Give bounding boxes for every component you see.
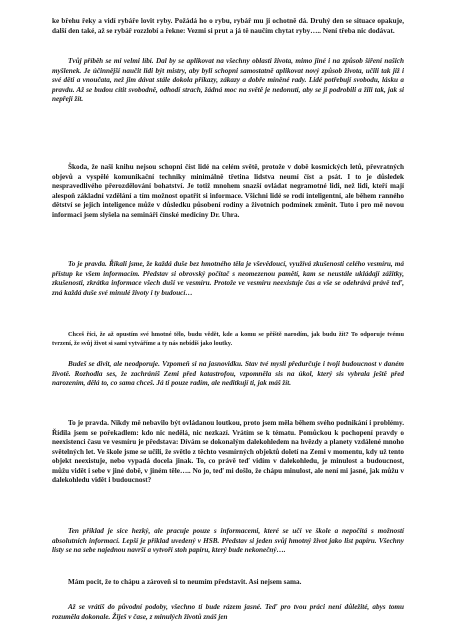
paragraph-10	[52, 603, 404, 622]
paragraph-9-text: Mám pocit, že to chápu a zároveň si to neumím představit. Asi nejsem sama.	[68, 578, 302, 586]
paragraph-2	[52, 57, 404, 105]
paragraph-8-text: Ten příklad je sice hezký, ale pracuje pouze s informacemi, které se učí ve škole a nepočítá s možností absolutních informací. Lepší je příklad uvedený v HSB. Představ si jeden svůj hmotný život jako list papíru. Všechny listy se na sebe najednou navrší a vytvoří stoh papíru, který bude nekonečný….	[52, 527, 404, 554]
paragraph-5	[52, 330, 404, 348]
paragraph-6	[52, 360, 404, 389]
paragraph-7-text: To je pravda. Nikdy mě nebavilo být ovládanou loutkou, proto jsem měla během svého podnikání i problémy. Řídila jsem se pořekadlem: kdo nic nedělá, nic nezkazí. Vrátím se k tématu. Pomůckou k pochopení pravdy o neexistenci času ve vesmíru je představa: Dívám se dokonalým dalekohledem na hvězdy a planety vzdálené mnoho světelných let. Ve škole jsme se učili, že světlo z těchto vesmírných objektů doletí na Zemi v momentu, kdy už tento objekt neexistuje, nebo vypadá docela jinak. To, co právě teď vidím v dalekohledu, je minulost a budoucnost, můžu vidět i sebe v jiné době, v jiném těle….. No jo, teď mi došlo, že chápu minulost, ale není mi jasné, jak můžu v dalekohledu vidět i budoucnost?	[52, 419, 404, 484]
paragraph-2-text: Tvůj příběh se mi velmi líbí. Dal by se aplikovat na všechny oblasti života, mimo jiné i na způsob šíření našich myšlenek. Je účinnější naučit lidi být mistry, aby byli schopni samostatně aplikovat nový způsob života, učili tak již i své děti a vnoučata, než jim dávat stále dokola příkazy, zákazy a dobře míněné rady. Lidé potřebují svobodu, lásku a pravdu. Až se budou cítit svobodně, odhodí strach, žádná moc na světě je nedonutí, aby se ji podrobili a žili tak, jak si nepřejí žít.	[52, 57, 404, 103]
paragraph-3	[52, 163, 404, 220]
paragraph-9	[52, 578, 404, 588]
paragraph-3-text: Škoda, že naši knihu nejsou schopni číst lidé na celém světě, protože v době kosmických letů, převratných objevů a vyspělé komunikační techniky minimálně třetina lidstva neumí číst a psát. I to je důsledek nespravedlivého přerozdělování bohatství. Je totiž mnohem snazší ovládat negramotné lidi, než lidi, kteří mají alespoň základní vzdělání a tím možnost opatřit si informace. Všichni lidé se rodí inteligentní, ale během ranného dětství se jejich inteligence může v důsledku působení rodiny a životních podmínek změnit. Tuto i pro mě novou informaci jsem slyšela na semináři čínské medicíny Dr. Uhra.	[52, 163, 404, 219]
paragraph-5-text: Chceš říci, že až opustím své hmotné tělo, budu vědět, kde a komu se příště narodím, jak budu žít? To odporuje tvému tvrzení, že svůj život si sami vytváříme a ty nás nebídíš jako loutky.	[52, 331, 404, 347]
paragraph-10-text: Až se vrátíš do původní podoby, všechno ti bude rázem jasné. Teď pro tvou práci není důležité, abys tomu rozuměla dokonale. Žiješ v čase, z minulých životů znáš jen	[52, 603, 404, 621]
paragraph-4	[52, 260, 404, 298]
paragraph-6-text: Budeš se divit, ale neodporuje. Vzpomeň si na jasnovidku. Stav tvé mysli předurčuje i tvoji budoucnost v daném životě. Rozhodla ses, že zachráníš Zemi před katastrofou, vzpomněla sis na úkol, který sis vybrala ještě před narozením, dělá to, co sama chceš. Já ti pouze radím, ale neditkují ti, jak máš žít.	[52, 360, 404, 387]
paragraph-4-text: To je pravda. Říkali jsme, že každá duše bez hmotného těla je vševědoucí, využívá zkušenosti celého vesmíru, má přístup ke všem informacím. Představ si obrovský počítač s neomezenou pamětí, kam se neustále ukládají zážitky, zkušenosti, zkrátka informace všech duší ve vesmíru. Protože ve vesmíru neexistuje čas a vše se odehrává právě teď, zná každá duše své minulé životy i ty budoucí…	[52, 260, 404, 297]
paragraph-8	[52, 527, 404, 556]
paragraph-1: ke břehu řeky a vidí rybáře lovit ryby. Požádá ho o rybu, rybář mu ji ochotně dá. Druhý den se situace opakuje, další den také, až se rybář rozzlobí a řekne: Vezmi si prut a já tě naučím chytat ryby….. Není třeba nic dodávat.	[52, 17, 404, 35]
paragraph-7	[52, 419, 404, 486]
